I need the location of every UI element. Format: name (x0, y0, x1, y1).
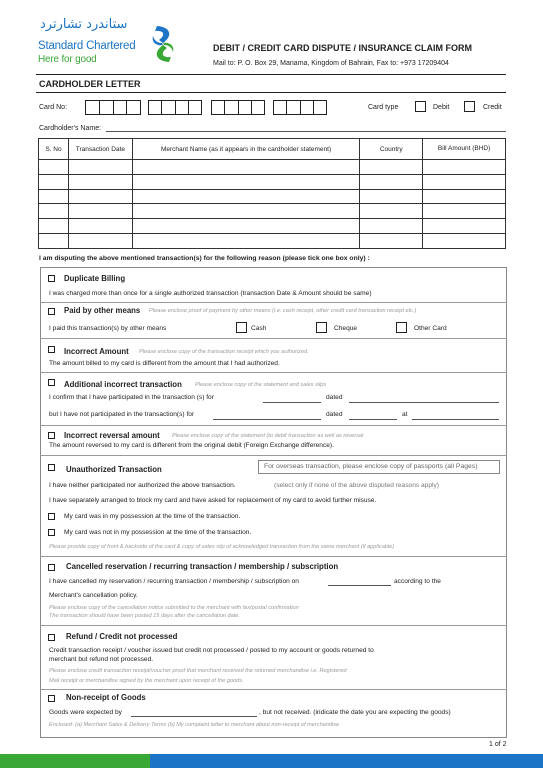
table-cell[interactable] (68, 160, 132, 175)
table-cell[interactable] (132, 174, 359, 189)
col-bill-amount: Bill Amount (BHD) (423, 139, 506, 160)
additional-transaction-note: Please enclose copy of the statement and sales slips (195, 382, 327, 388)
table-cell[interactable] (39, 219, 69, 234)
cash-label: Cash (251, 325, 267, 332)
table-cell[interactable] (68, 233, 132, 248)
card-no-label: Card No: (39, 104, 68, 111)
table-cell[interactable] (39, 204, 69, 219)
divider (40, 372, 507, 373)
not-participated-date-field[interactable] (349, 419, 397, 420)
other-means-note: Please enclose proof of payment by other means (i.e. cash receipt, other credit card transaction receipt etc.) (149, 308, 417, 314)
divider (40, 556, 507, 557)
incorrect-reversal-note: Please enclose copy of the statement (to debit transaction as well as reversal (172, 433, 364, 439)
debit-label: Debit (433, 104, 450, 111)
card-in-possession-label: My card was in my possession at the time of the transaction. (64, 513, 241, 520)
table-cell[interactable] (360, 174, 423, 189)
table-cell[interactable] (360, 233, 423, 248)
participated-date-field[interactable] (349, 402, 499, 403)
table-row (39, 174, 506, 189)
table-cell[interactable] (423, 233, 506, 248)
table-cell[interactable] (132, 189, 359, 204)
col-merchant-name: Merchant Name (as it appears in the cardholder statement) (132, 139, 359, 160)
participated-amount-field[interactable] (263, 402, 321, 403)
duplicate-billing-title: Duplicate Billing (64, 274, 126, 283)
debit-checkbox[interactable] (415, 101, 426, 112)
other-card-checkbox[interactable] (396, 322, 407, 333)
not-participated-amount-field[interactable] (213, 419, 321, 420)
unauthorized-text-2: I have separately arranged to block my card and have asked for replacement of my card to avoid further misuse. (49, 497, 377, 504)
refund-note-2: Mail receipt or merchandise signed by the merchant upon receipt of the goods. (49, 678, 244, 684)
table-cell[interactable] (132, 233, 359, 248)
refund-text-2: merchant but refund not processed. (49, 656, 154, 663)
table-cell[interactable] (360, 160, 423, 175)
logo-arabic-text: ستاندرد تشارترد (40, 17, 128, 32)
cancelled-note-1: Please enclose copy of the cancellation notice submitted to the merchant with fax/postal confirmation (49, 605, 299, 611)
other-card-label: Other Card (414, 325, 447, 332)
unauthorized-note: Please provide copy of front & backside of the card & copy of sales slip of acknowledged transaction from the same merchant (if applicable) (49, 544, 395, 550)
non-receipt-text-b: , but not received. (indicate the date you are expecting the goods) (259, 709, 451, 716)
table-row (39, 233, 506, 248)
table-cell[interactable] (423, 204, 506, 219)
logo-mark-icon (149, 24, 177, 64)
incorrect-reversal-checkbox[interactable] (48, 432, 55, 439)
table-cell[interactable] (132, 219, 359, 234)
heading-rule (36, 92, 506, 93)
table-cell[interactable] (360, 189, 423, 204)
cardholder-name-label: Cardholder's Name: (39, 125, 102, 132)
expected-date-field[interactable] (131, 716, 257, 717)
table-header-row (39, 139, 506, 160)
card-not-in-possession-label: My card was not in my possession at the time of the transaction. (64, 529, 252, 536)
page-number: 1 of 2 (489, 741, 507, 748)
duplicate-billing-text: I was charged more than once for a single authorized transaction (transaction Date & Amount should be same) (49, 290, 372, 297)
cancelled-line-2: Merchant's cancellation policy. (49, 592, 138, 599)
table-cell[interactable] (39, 233, 69, 248)
table-cell[interactable] (39, 174, 69, 189)
mail-to: Mail to: P. O. Box 29, Manama, Kingdom of Bahrain, Fax to: +973 17209404 (213, 60, 449, 67)
dated-label-1: dated (326, 394, 343, 401)
table-row (39, 219, 506, 234)
table-cell[interactable] (68, 219, 132, 234)
col-country: Country (360, 139, 423, 160)
header-rule (36, 74, 506, 75)
non-receipt-text-a: Goods were expected by (49, 709, 122, 716)
additional-transaction-title: Additional incorrect transaction (64, 380, 182, 389)
divider (40, 338, 507, 339)
table-cell[interactable] (423, 160, 506, 175)
unauthorized-text-1-note: (select only if none of the above disputed reasons apply) (274, 482, 439, 489)
duplicate-billing-checkbox[interactable] (48, 275, 55, 282)
cancelled-reservation-title: Cancelled reservation / recurring transaction / membership / subscription (66, 562, 339, 571)
cardholder-letter-heading: CARDHOLDER LETTER (39, 79, 141, 89)
table-cell[interactable] (423, 189, 506, 204)
other-means-text: I paid this transaction(s) by other means (49, 325, 167, 332)
table-cell[interactable] (423, 219, 506, 234)
table-cell[interactable] (39, 160, 69, 175)
incorrect-amount-title: Incorrect Amount (64, 347, 129, 356)
cancelled-reservation-checkbox[interactable] (48, 564, 55, 571)
refund-note-1: Please enclose credit transaction receipt/voucher proof that merchant received the returned merchandise i.e. Registered (49, 668, 347, 674)
non-receipt-note: Enclosed: (a) Merchant Sales & Delivery Terms (b) My complaint letter to merchant about non-receipt of merchandise (49, 722, 340, 728)
cardholder-name-field[interactable] (106, 131, 506, 132)
incorrect-reversal-text: The amount reversed to my card is different from the original debit (Foreign Exchange difference). (49, 442, 334, 449)
at-label: at (402, 411, 408, 418)
table-cell[interactable] (360, 219, 423, 234)
cheque-label: Cheque (334, 325, 358, 332)
card-type-label: Card type (368, 104, 399, 111)
unauthorized-checkbox[interactable] (48, 464, 55, 471)
table-cell[interactable] (68, 189, 132, 204)
cancelled-line-1a: I have cancelled my reservation / recurring transaction / membership / subscription on (49, 578, 299, 585)
unauthorized-text-1: I have neither participated nor authorized the above transaction. (49, 482, 236, 489)
card-number-group-2[interactable] (148, 100, 202, 115)
unauthorized-title: Unauthorized Transaction (66, 465, 162, 474)
dated-label-2: dated (326, 411, 343, 418)
divider (40, 689, 507, 690)
divider (40, 455, 507, 456)
footer-bar-blue (150, 754, 543, 768)
credit-checkbox[interactable] (464, 101, 475, 112)
incorrect-reversal-title: Incorrect reversal amount (64, 431, 160, 440)
cancelled-line-1b: according to the (394, 578, 441, 585)
table-cell[interactable] (360, 204, 423, 219)
credit-label: Credit (483, 104, 502, 111)
logo-tagline: Here for good (38, 54, 97, 65)
dispute-intro: I am disputing the above mentioned transaction(s) for the following reason (please tick one box only) : (39, 255, 370, 262)
form-title: DEBIT / CREDIT CARD DISPUTE / INSURANCE CLAIM FORM (213, 43, 473, 53)
divider (40, 625, 507, 626)
table-row (39, 160, 506, 175)
overseas-note: For overseas transaction, please enclose copy of passports (all Pages) (264, 463, 478, 470)
not-participated-location-field[interactable] (412, 419, 499, 420)
additional-line-1: I confirm that I have participated in the transaction (s) for (49, 394, 214, 401)
divider (40, 302, 507, 303)
refund-checkbox[interactable] (48, 634, 55, 641)
table-cell[interactable] (39, 189, 69, 204)
additional-transaction-checkbox[interactable] (48, 379, 55, 386)
cash-checkbox[interactable] (236, 322, 247, 333)
table-cell[interactable] (132, 160, 359, 175)
table-cell[interactable] (68, 174, 132, 189)
cancellation-date-field[interactable] (328, 585, 391, 586)
card-number-group-3[interactable] (211, 100, 265, 115)
refund-title: Refund / Credit not processed (66, 632, 178, 641)
col-transaction-date: Transaction Date (68, 139, 132, 160)
incorrect-amount-text: The amount billed to my card is different from the amount that I had authorized. (49, 360, 280, 367)
non-receipt-title: Non-receipt of Goods (66, 693, 146, 702)
other-means-title: Paid by other means (64, 306, 141, 315)
logo (36, 18, 178, 68)
transactions-table (38, 138, 506, 249)
col-sno: S. No (39, 139, 69, 160)
additional-line-2: but I have not participated in the transaction(s) for (49, 411, 195, 418)
table-row (39, 189, 506, 204)
other-means-checkbox[interactable] (48, 308, 55, 315)
non-receipt-checkbox[interactable] (48, 695, 55, 702)
incorrect-amount-checkbox[interactable] (48, 346, 55, 353)
footer-bar (0, 754, 543, 768)
cancelled-note-2: The transaction should have been posted 15 days after the cancellation date. (49, 613, 240, 619)
table-row (39, 204, 506, 219)
card-not-in-possession-checkbox[interactable] (48, 529, 55, 536)
footer-bar-green (0, 754, 150, 768)
table-cell[interactable] (132, 204, 359, 219)
card-in-possession-checkbox[interactable] (48, 513, 55, 520)
divider (40, 425, 507, 426)
incorrect-amount-note: Please enclose copy of the transaction receipt which you authorized. (139, 349, 309, 355)
card-number-group-1[interactable] (85, 100, 141, 115)
table-cell[interactable] (68, 204, 132, 219)
refund-text-1: Credit transaction receipt / voucher issued but credit not processed / posted to my account or goods returned to (49, 647, 374, 654)
card-number-group-4[interactable] (273, 100, 327, 115)
logo-name: Standard Chartered (38, 40, 136, 52)
table-cell[interactable] (423, 174, 506, 189)
cheque-checkbox[interactable] (316, 322, 327, 333)
